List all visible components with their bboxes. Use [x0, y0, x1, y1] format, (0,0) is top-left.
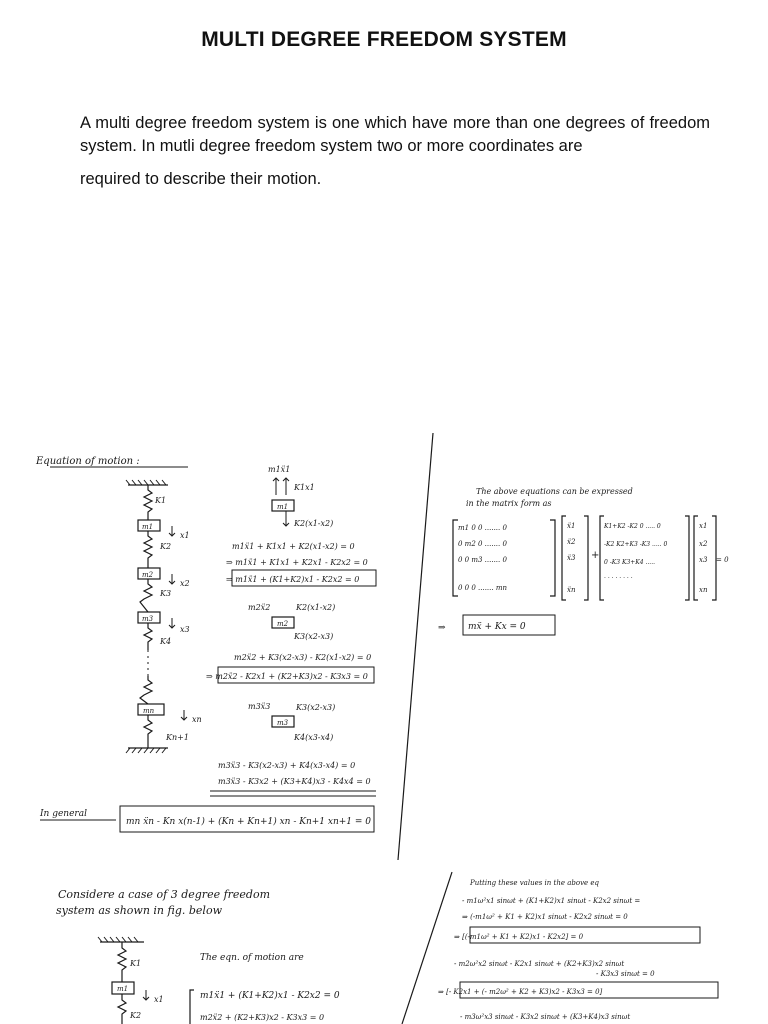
general-label: In general [40, 809, 87, 819]
arrow-x2 [169, 574, 175, 584]
disp-1: x1 [699, 522, 708, 530]
mass-label-mn: mn [143, 707, 155, 715]
eq3a: m3ẍ3 - K3(x2-x3) + K4(x3-x4) = 0 [218, 761, 356, 770]
sub-line-2: - m1ω²x1 sinωt + (K1+K2)x1 sinωt - K2x2 sinωt = [462, 897, 641, 905]
case-spring-label-k2: K2 [130, 1011, 142, 1020]
disp-label-x1: x1 [180, 531, 190, 540]
matrix-plus: + [591, 550, 600, 561]
fbd3-lower-force: K4(x3-x4) [294, 733, 334, 742]
fbd2-lower-force: K3(x2-x3) [294, 632, 334, 641]
spring-label-k2: K2 [160, 542, 172, 551]
fbd3-upper-force: K3(x2-x3) [296, 703, 336, 712]
spring-label-k1: K1 [155, 496, 167, 505]
accel-vector-right-bracket [584, 516, 588, 600]
fbd1-down-arrow [283, 511, 289, 526]
fbd1-lower-force: K2(x1-x2) [294, 519, 334, 528]
intro-paragraph-end: required to describe their motion. [80, 170, 322, 188]
floor-hatch [126, 748, 166, 753]
fbd1-spring-force: K1x1 [294, 483, 315, 492]
fbd2-inertia: m2ẍ2 [248, 603, 271, 612]
arrow-xn [181, 710, 187, 720]
mass-label-m1: m1 [142, 523, 154, 531]
disp-3: x3 [699, 556, 708, 564]
mass-label-m2: m2 [142, 571, 154, 579]
eom-heading: Equation of motion : [36, 456, 140, 467]
accel-3: ẍ3 [567, 554, 576, 562]
case-eq1: m1ẍ1 + (K1+K2)x1 - K2x2 = 0 [200, 991, 340, 1001]
eq1b: ⇒ m1ẍ1 + K1x1 + K2x1 - K2x2 = 0 [226, 558, 368, 567]
sub-line-8: - m3ω²x3 sinωt - K3x2 sinωt + (K3+K4)x3 sinωt [460, 1013, 631, 1021]
fbd3-inertia: m3ẍ3 [248, 702, 271, 711]
case-disp-label-x1: x1 [154, 995, 164, 1004]
fbd1-inertia: m1ẍ1 [268, 465, 291, 474]
case-arrow-x1 [143, 990, 149, 1000]
disp-label-x3: x3 [180, 625, 190, 634]
case-spring-k2 [118, 994, 126, 1024]
implies-arrow: ⇒ [438, 623, 446, 633]
disp-2: x2 [699, 540, 708, 548]
sub-line-4: ⇒ [(-m1ω² + K1 + K2)x1 - K2x2] = 0 [454, 933, 584, 941]
divider-line-top [398, 433, 433, 860]
mass-matrix-row-2: 0 m2 0 ....... 0 [458, 540, 507, 548]
case-ceiling-hatch [98, 937, 138, 942]
intro-paragraph: A multi degree freedom system is one which have more than one degrees of freedom system. In mutli degree freedom system two or more coordinates are [80, 114, 710, 155]
mass-matrix-row-4: 0 0 0 ....... mn [458, 584, 507, 592]
spring-label-kn1: Kn+1 [166, 733, 189, 742]
spring-k2 [144, 531, 152, 568]
fbd2-mass-label: m2 [277, 620, 289, 628]
eq3b: m3ẍ3 - K3x2 + (K3+K4)x3 - K4x4 = 0 [218, 777, 371, 786]
stiff-row-1: K1+K2 -K2 0 ..... 0 [604, 523, 661, 530]
ceiling-hatch [126, 480, 166, 485]
accel-1: ẍ1 [567, 522, 576, 530]
spring-k1 [144, 485, 152, 520]
matrix-note-2: in the matrix form as [466, 499, 552, 508]
spring-label-k4: K4 [160, 637, 172, 646]
mass-label-m3: m3 [142, 615, 154, 623]
sub-line-1: Putting these values in the above eq [470, 879, 600, 887]
fbd1-up-arrows [273, 478, 289, 495]
divider-line-bottom [402, 872, 452, 1024]
general-eq: mn ẍn - Kn x(n-1) + (Kn + Kn+1) xn - Kn+1 xn+1 = 0 [126, 817, 371, 827]
case-eq2: m2ẍ2 + (K2+K3)x2 - K3x3 = 0 [200, 1013, 325, 1022]
spring-k3 [140, 579, 152, 612]
stiff-row-2: -K2 K2+K3 -K3 ..... 0 [604, 541, 668, 548]
fbd1-mass-label: m1 [277, 503, 289, 511]
case-line-2: system as shown in fig. below [56, 904, 222, 917]
case-line-1: Considere a case of 3 degree freedom [58, 888, 271, 901]
mass-matrix-right-bracket [550, 520, 555, 596]
case-eq-bracket [190, 990, 194, 1024]
spring-kn1 [144, 715, 152, 748]
accel-2: ẍ2 [567, 538, 576, 546]
fbd2-upper-force: K2(x1-x2) [296, 603, 336, 612]
arrow-x1 [169, 526, 175, 536]
matrix-equals-zero: = 0 [716, 556, 729, 564]
spring-kn [140, 676, 152, 704]
case-spring-k1 [118, 942, 126, 982]
spring-label-k3: K3 [160, 589, 172, 598]
spring-k4 [144, 623, 152, 650]
eq2b: ⇒ m2ẍ2 - K2x1 + (K2+K3)x2 - K3x3 = 0 [206, 672, 368, 681]
case-mass-label-m1: m1 [117, 985, 129, 993]
sub-line-3: ⇒ (-m1ω² + K1 + K2)x1 sinωt - K2x2 sinωt = 0 [462, 913, 628, 921]
arrow-x3 [169, 618, 175, 628]
disp-vector-left-bracket [694, 516, 698, 600]
accel-vector-left-bracket [562, 516, 566, 600]
disp-n: xn [699, 586, 708, 594]
matrix-note-1: The above equations can be expressed [476, 487, 633, 496]
sub-line-7: ⇒ [- K2x1 + (- m2ω² + K2 + K3)x2 - K3x3 = 0] [438, 988, 603, 996]
fbd3-mass-label: m3 [277, 719, 289, 727]
eq2a: m2ẍ2 + K3(x2-x3) - K2(x1-x2) = 0 [234, 653, 372, 662]
sub-line-5: - m2ω²x2 sinωt - K2x1 sinωt + (K2+K3)x2 sinωt [454, 960, 625, 968]
disp-label-xn: xn [192, 715, 202, 724]
accel-n: ẍn [567, 586, 576, 594]
mass-matrix-row-3: 0 0 m3 ....... 0 [458, 556, 507, 564]
sub-line-6: - K3x3 sinωt = 0 [596, 970, 655, 978]
eq1c: ⇒ m1ẍ1 + (K1+K2)x1 - K2x2 = 0 [226, 575, 360, 584]
eq1a: m1ẍ1 + K1x1 + K2(x1-x2) = 0 [232, 542, 355, 551]
stiff-row-3: 0 -K3 K3+K4 ..... [604, 559, 656, 566]
stiff-row-4: . . . . . . . . [604, 573, 633, 580]
case-spring-label-k1: K1 [130, 959, 142, 968]
case-eom-label: The eqn. of motion are [200, 953, 304, 963]
mass-matrix-row-1: m1 0 0 ....... 0 [458, 524, 507, 532]
page-title: MULTI DEGREE FREEDOM SYSTEM [201, 28, 567, 51]
stiff-matrix-right-bracket [685, 516, 689, 600]
matrix-result-eq: mẍ + Kx = 0 [468, 622, 526, 632]
disp-label-x2: x2 [180, 579, 190, 588]
